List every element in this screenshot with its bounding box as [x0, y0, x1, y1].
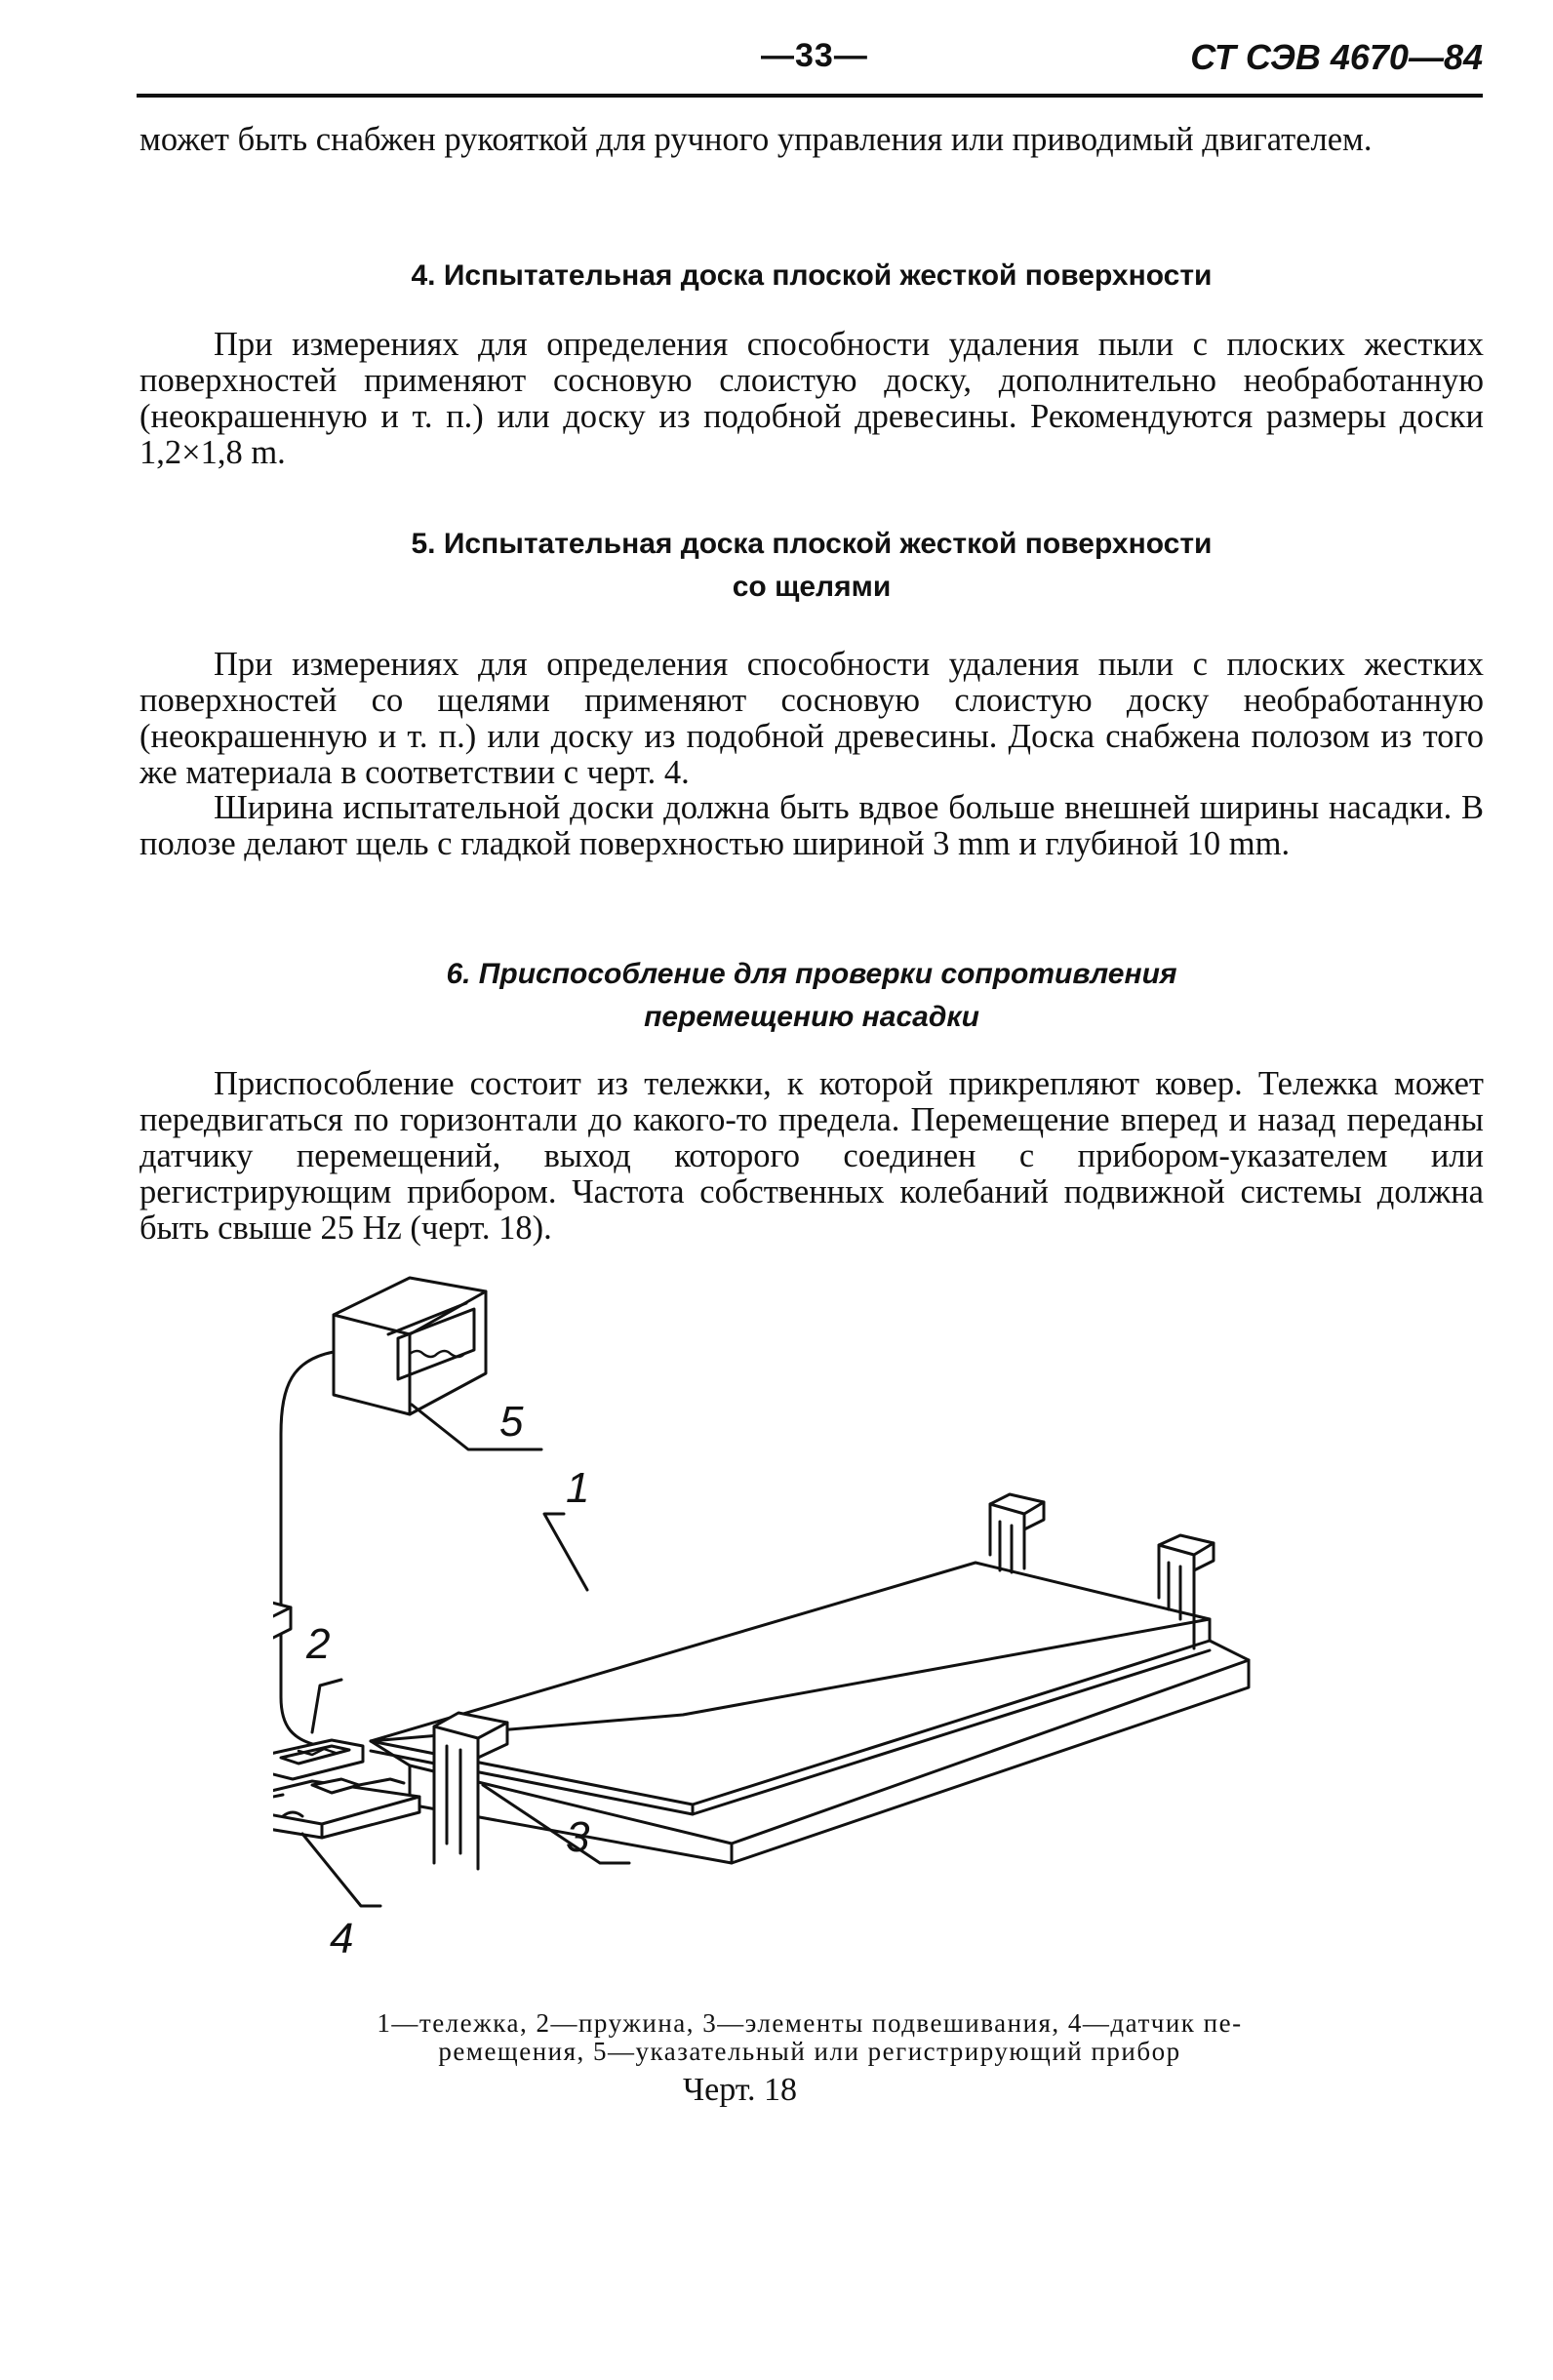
header-rule [137, 94, 1483, 98]
leader-4 [302, 1834, 380, 1906]
rear-post-right [1159, 1535, 1214, 1648]
figure-caption [322, 2009, 1297, 2066]
leader-2 [312, 1680, 341, 1732]
label-1: 1 [566, 1464, 590, 1512]
figure-18-drawing [273, 1258, 1385, 2000]
front-post-right [434, 1713, 507, 1869]
section-5-title-line1: 5. Испытательная доска плоской жесткой поверхности [411, 528, 1213, 560]
section-4-title: 4. Испытательная доска плоской жесткой поверхности [411, 259, 1213, 292]
leader-1 [544, 1514, 587, 1590]
label-2: 2 [306, 1620, 331, 1668]
intro-paragraph: может быть снабжен рукояткой для ручного управления или приводимый двигателем. [139, 121, 1373, 158]
figure-caption-line2: ремещения, 5—указательный или регистрирующий прибор [438, 2037, 1181, 2066]
section-6-paragraph: Приспособление состоит из тележки, к которой прикрепляют ковер. Тележка может передвигаться по горизонтали до какого-то предела. Перемещение вперед и назад переданы датчику перемещений, выход которого соединен с прибором-указателем или регистрирующим прибором. Частота собственных колебаний подвижной системы должна быть свыше 25 Hz (черт. 18). [139, 1065, 1484, 1247]
rear-post-left [990, 1494, 1044, 1572]
document-code: СТ СЭВ 4670—84 [1190, 37, 1483, 77]
figure-caption-line1: 1—тележка, 2—пружина, 3—элементы подвешивания, 4—датчик пе- [377, 2008, 1243, 2038]
section-5-title-line2: со щелями [732, 571, 892, 603]
cable [281, 1352, 353, 1752]
section-5-paragraph-2: Ширина испытательной доски должна быть вдвое больше внешней ширины насадки. В полозе делают щель с гладкой поверхностью шириной 3 mm и глубиной 10 mm. [139, 789, 1484, 862]
figure-title: Черт. 18 [683, 2072, 798, 2108]
section-5-title [139, 523, 1484, 609]
section-6-title [139, 953, 1484, 1039]
page-number: —33— [761, 37, 868, 74]
label-3: 3 [566, 1813, 590, 1861]
label-4: 4 [330, 1915, 354, 1963]
label-5: 5 [499, 1398, 524, 1446]
indicator-device-box [334, 1278, 486, 1414]
cart-device-illustration [273, 1258, 1385, 2000]
section-5-paragraph-1: При измерениях для определения способности удаления пыли с плоских жестких поверхностей со щелями применяют сосновую слоистую доску необработанную (неокрашенную и т. п.) или доску из подобной древесины. Доска снабжена полозом из того же материала в соответствии с черт. 4. [139, 646, 1484, 791]
section-6-title-line1: 6. Приспособление для проверки сопротивления [446, 958, 1177, 990]
section-6-title-line2: перемещению насадки [644, 1001, 979, 1033]
cart-platform [371, 1563, 1249, 1863]
section-4-paragraph: При измерениях для определения способности удаления пыли с плоских жестких поверхностей применяют сосновую слоистую доску, дополнительно необработанную (неокрашенную и т. п.) или доску из подобной древесины. Рекомендуются размеры доски 1,2×1,8 m. [139, 326, 1484, 471]
